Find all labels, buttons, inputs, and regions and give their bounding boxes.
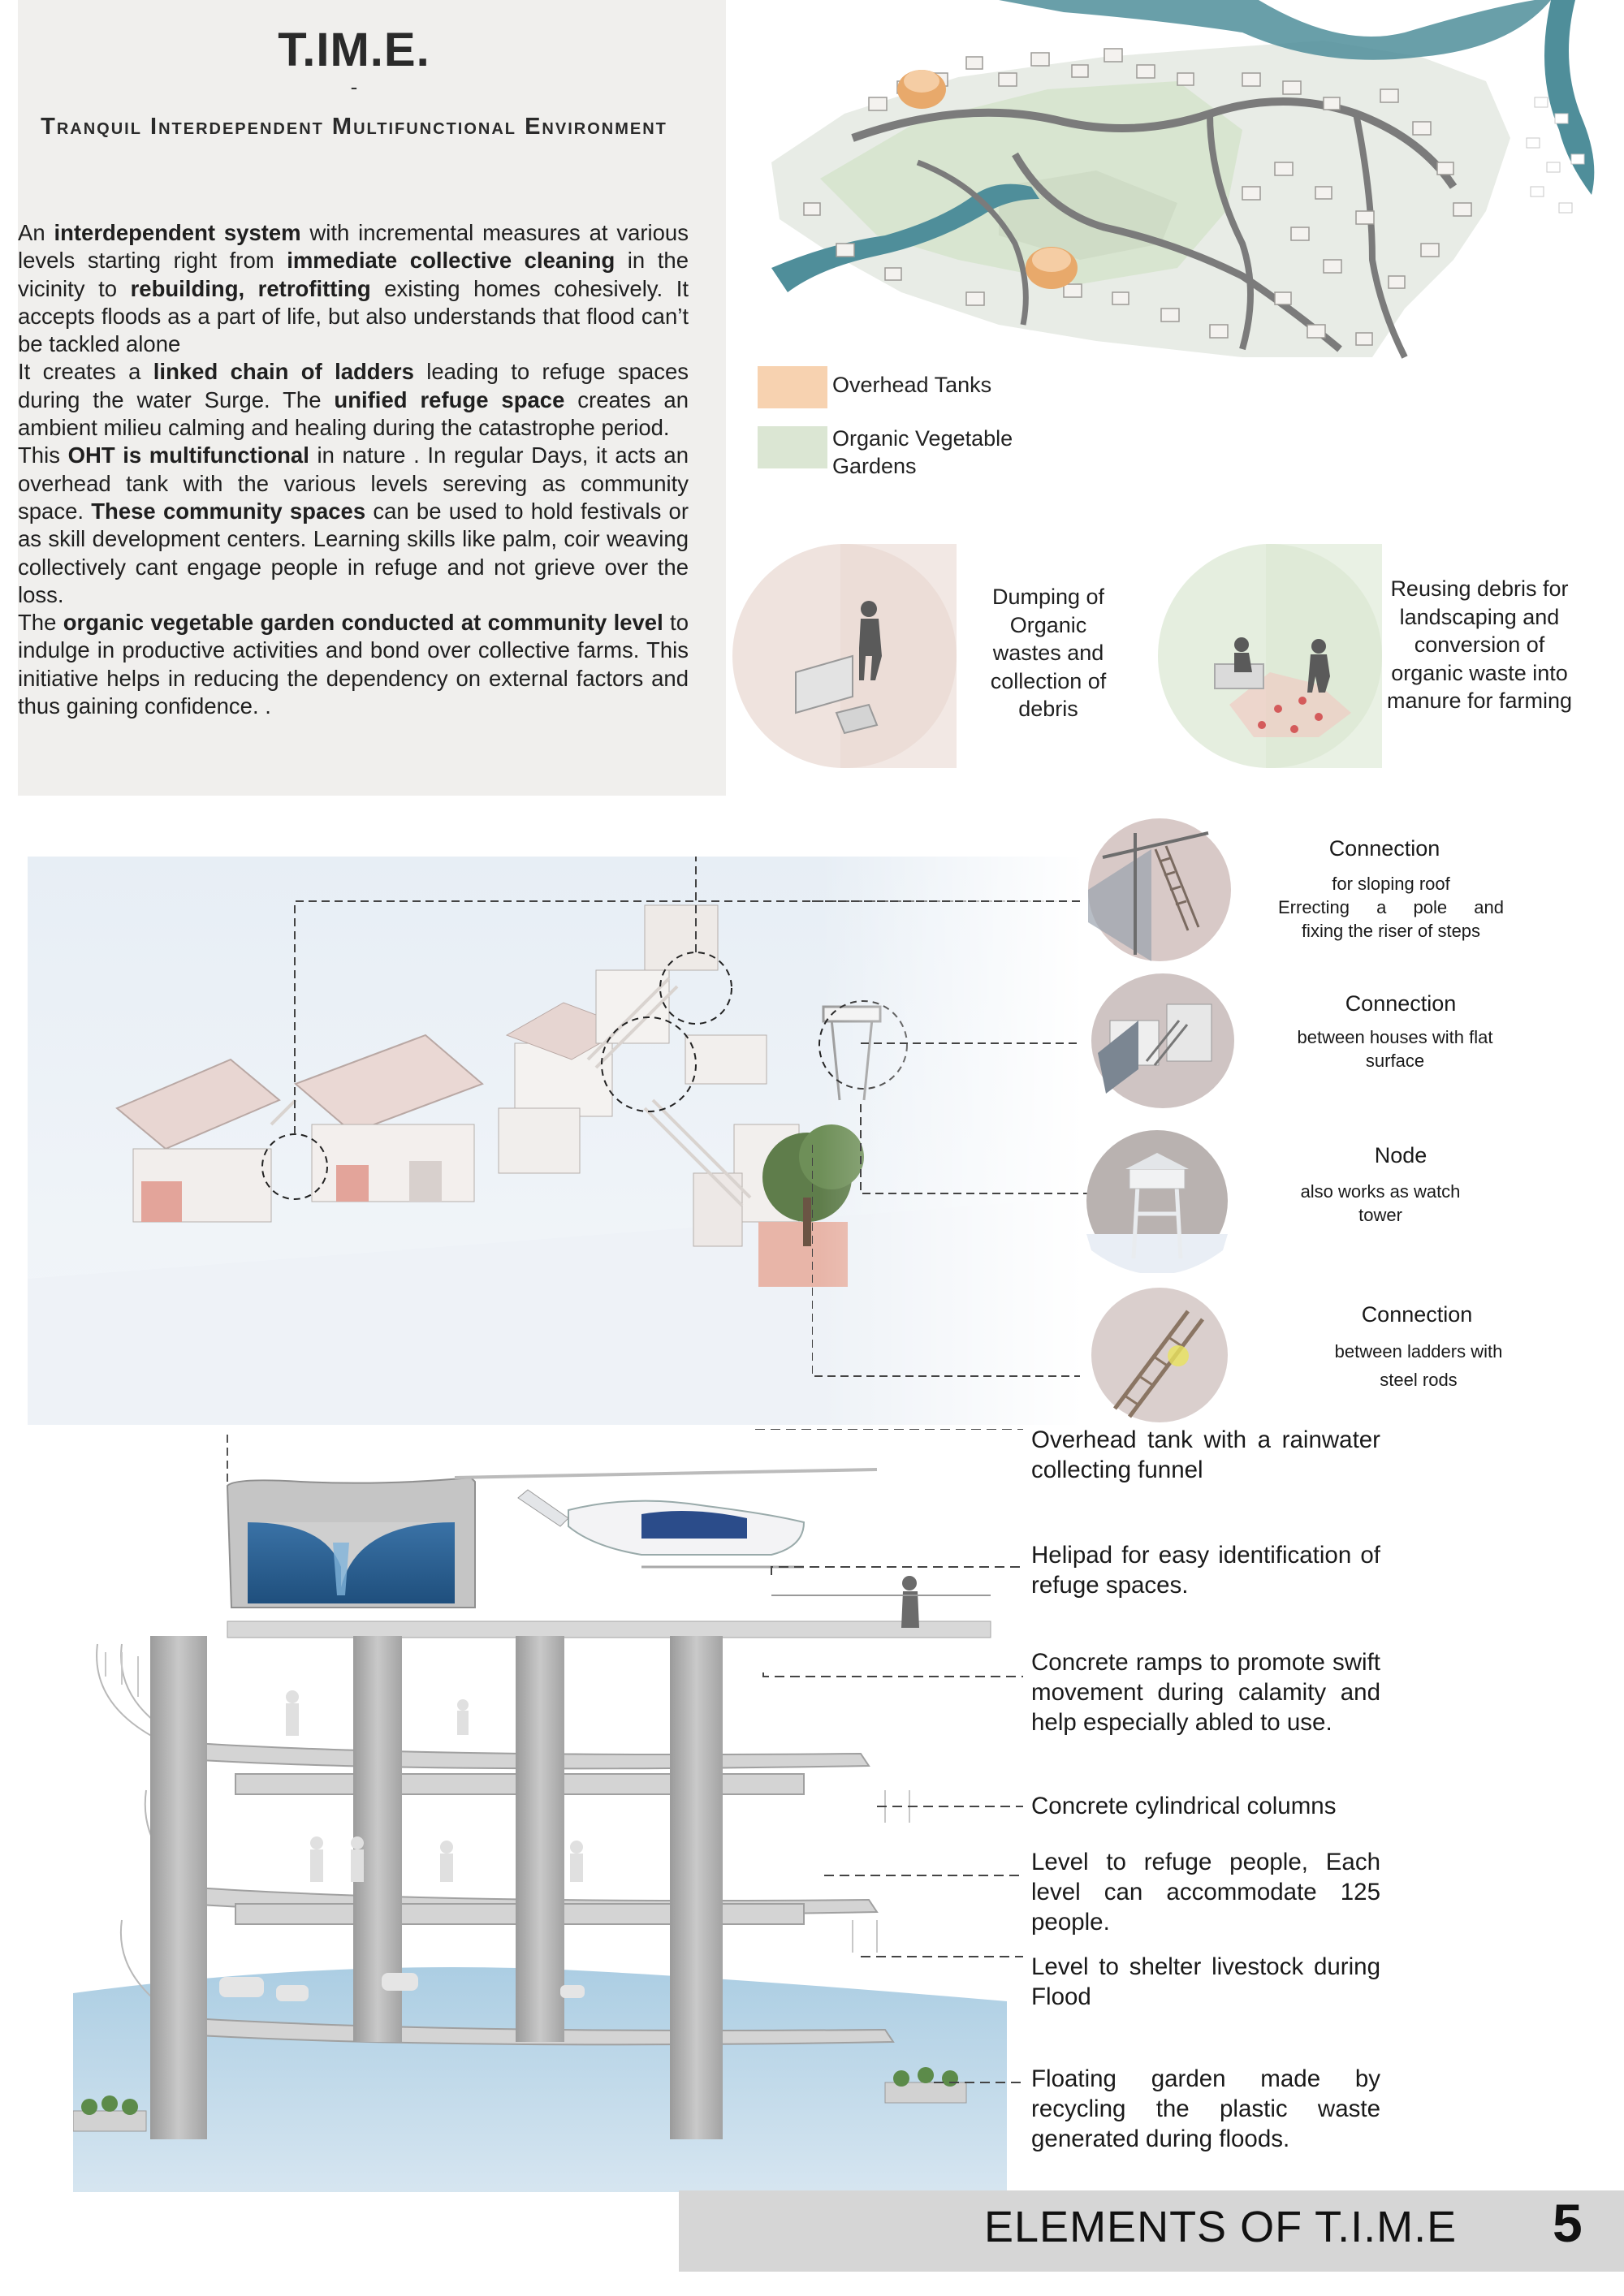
annotation-floating-garden: Floating garden made by recycling the plastic waste generated during floods. <box>1031 2065 1380 2152</box>
legend-label-gardens: Organic Vegetable Gardens <box>832 426 1013 478</box>
legend-swatch-gardens <box>758 426 827 468</box>
annotation-overhead-tank: Overhead tank with a rainwater collecting funnel <box>1031 1426 1380 1483</box>
annotation-refuge-level: Level to refuge people, Each level can accommodate 125 people. <box>1031 1849 1380 1936</box>
legend-label-tanks: Overhead Tanks <box>832 373 992 397</box>
legend-swatch-tanks <box>758 366 827 408</box>
detail-title-sloping-roof: Connection <box>1328 836 1440 861</box>
overhead-tank-marker <box>897 70 946 109</box>
overhead-tank-marker <box>1026 247 1078 289</box>
flat-roof-detail <box>1090 972 1236 1110</box>
intro-paragraph-4: The organic vegetable garden conducted at community level to indulge in productive activities and bond over collective farms. This initiative helps in reducing the dependency on external factors and thus gaining confidence. . <box>18 610 689 719</box>
detail-desc-sloping-roof <box>1278 872 1504 943</box>
detail-desc-line: fixing the riser of steps <box>1301 921 1481 941</box>
intro-paragraph-1: An interdependent system with incremental measures at various levels starting right from immediate collective cleaning in the vicinity to rebuilding, retrofitting existing homes cohesively. It accepts floods as a part of life, but also understands that flood can’t be tackled alone <box>18 220 689 357</box>
ladder-joint-detail <box>1091 1287 1229 1423</box>
page-subtitle: Tranquil Interdependent Multifunctional Environment <box>41 114 667 140</box>
detail-desc-ladder-joint: between ladders with steel rods <box>1334 1341 1503 1390</box>
detail-desc-line: for sloping roof <box>1332 874 1450 894</box>
detail-title-flat-roof: Connection <box>1345 991 1457 1016</box>
detail-title-ladder-joint: Connection <box>1361 1302 1473 1327</box>
annotation-leader-lines <box>755 1429 1031 2127</box>
map-legend <box>758 361 1082 483</box>
sloping-roof-detail <box>1086 817 1233 963</box>
annotation-helipad: Helipad for easy identification of refuge spaces. <box>1031 1542 1380 1599</box>
intro-paragraph-2: It creates a linked chain of ladders leading to refuge spaces during the water Surge. The unified refuge space creates an ambient milieu calming and healing during the catastrophe period. <box>18 359 689 441</box>
debris-reuse-illustration <box>1156 542 1384 770</box>
annotation-ramps: Concrete ramps to promote swift movement during calamity and help especially abled to use. <box>1031 1649 1380 1736</box>
page-number: 5 <box>1553 2193 1583 2253</box>
annotation-columns: Concrete cylindrical columns <box>1031 1793 1337 1819</box>
intro-paragraph-3: This OHT is multifunctional in nature . In regular Days, it acts an overhead tank with the various levels sereving as community space. These community spaces can be used to hold festivals or as skill development centers. Learning skills like palm, coir weaving collectively cant engage people in refuge and not grieve over the loss. <box>18 442 689 607</box>
page-title: T.IM.E. <box>278 24 430 76</box>
node-detail <box>1085 1129 1229 1273</box>
detail-title-node: Node <box>1374 1143 1427 1167</box>
debris-collection-caption: Dumping of Organic wastes and collection of debris <box>990 585 1107 721</box>
intro-body <box>18 219 689 720</box>
detail-leader-lines <box>812 885 1104 1396</box>
title-dash: - <box>350 75 358 99</box>
footer-title: ELEMENTS OF T.I.M.E <box>984 2203 1458 2251</box>
detail-desc-flat-roof: between houses with flat surface <box>1297 1027 1493 1071</box>
debris-reuse-caption: Reusing debris for landscaping and conversion of organic waste into manure for farming <box>1386 576 1573 713</box>
detail-desc-line: Errecting a pole and <box>1278 897 1504 917</box>
annotation-livestock-level: Level to shelter livestock during Flood <box>1031 1953 1380 2010</box>
site-map <box>755 0 1600 365</box>
debris-collection-illustration <box>731 542 958 770</box>
detail-desc-node: also works as watch tower <box>1300 1181 1461 1225</box>
